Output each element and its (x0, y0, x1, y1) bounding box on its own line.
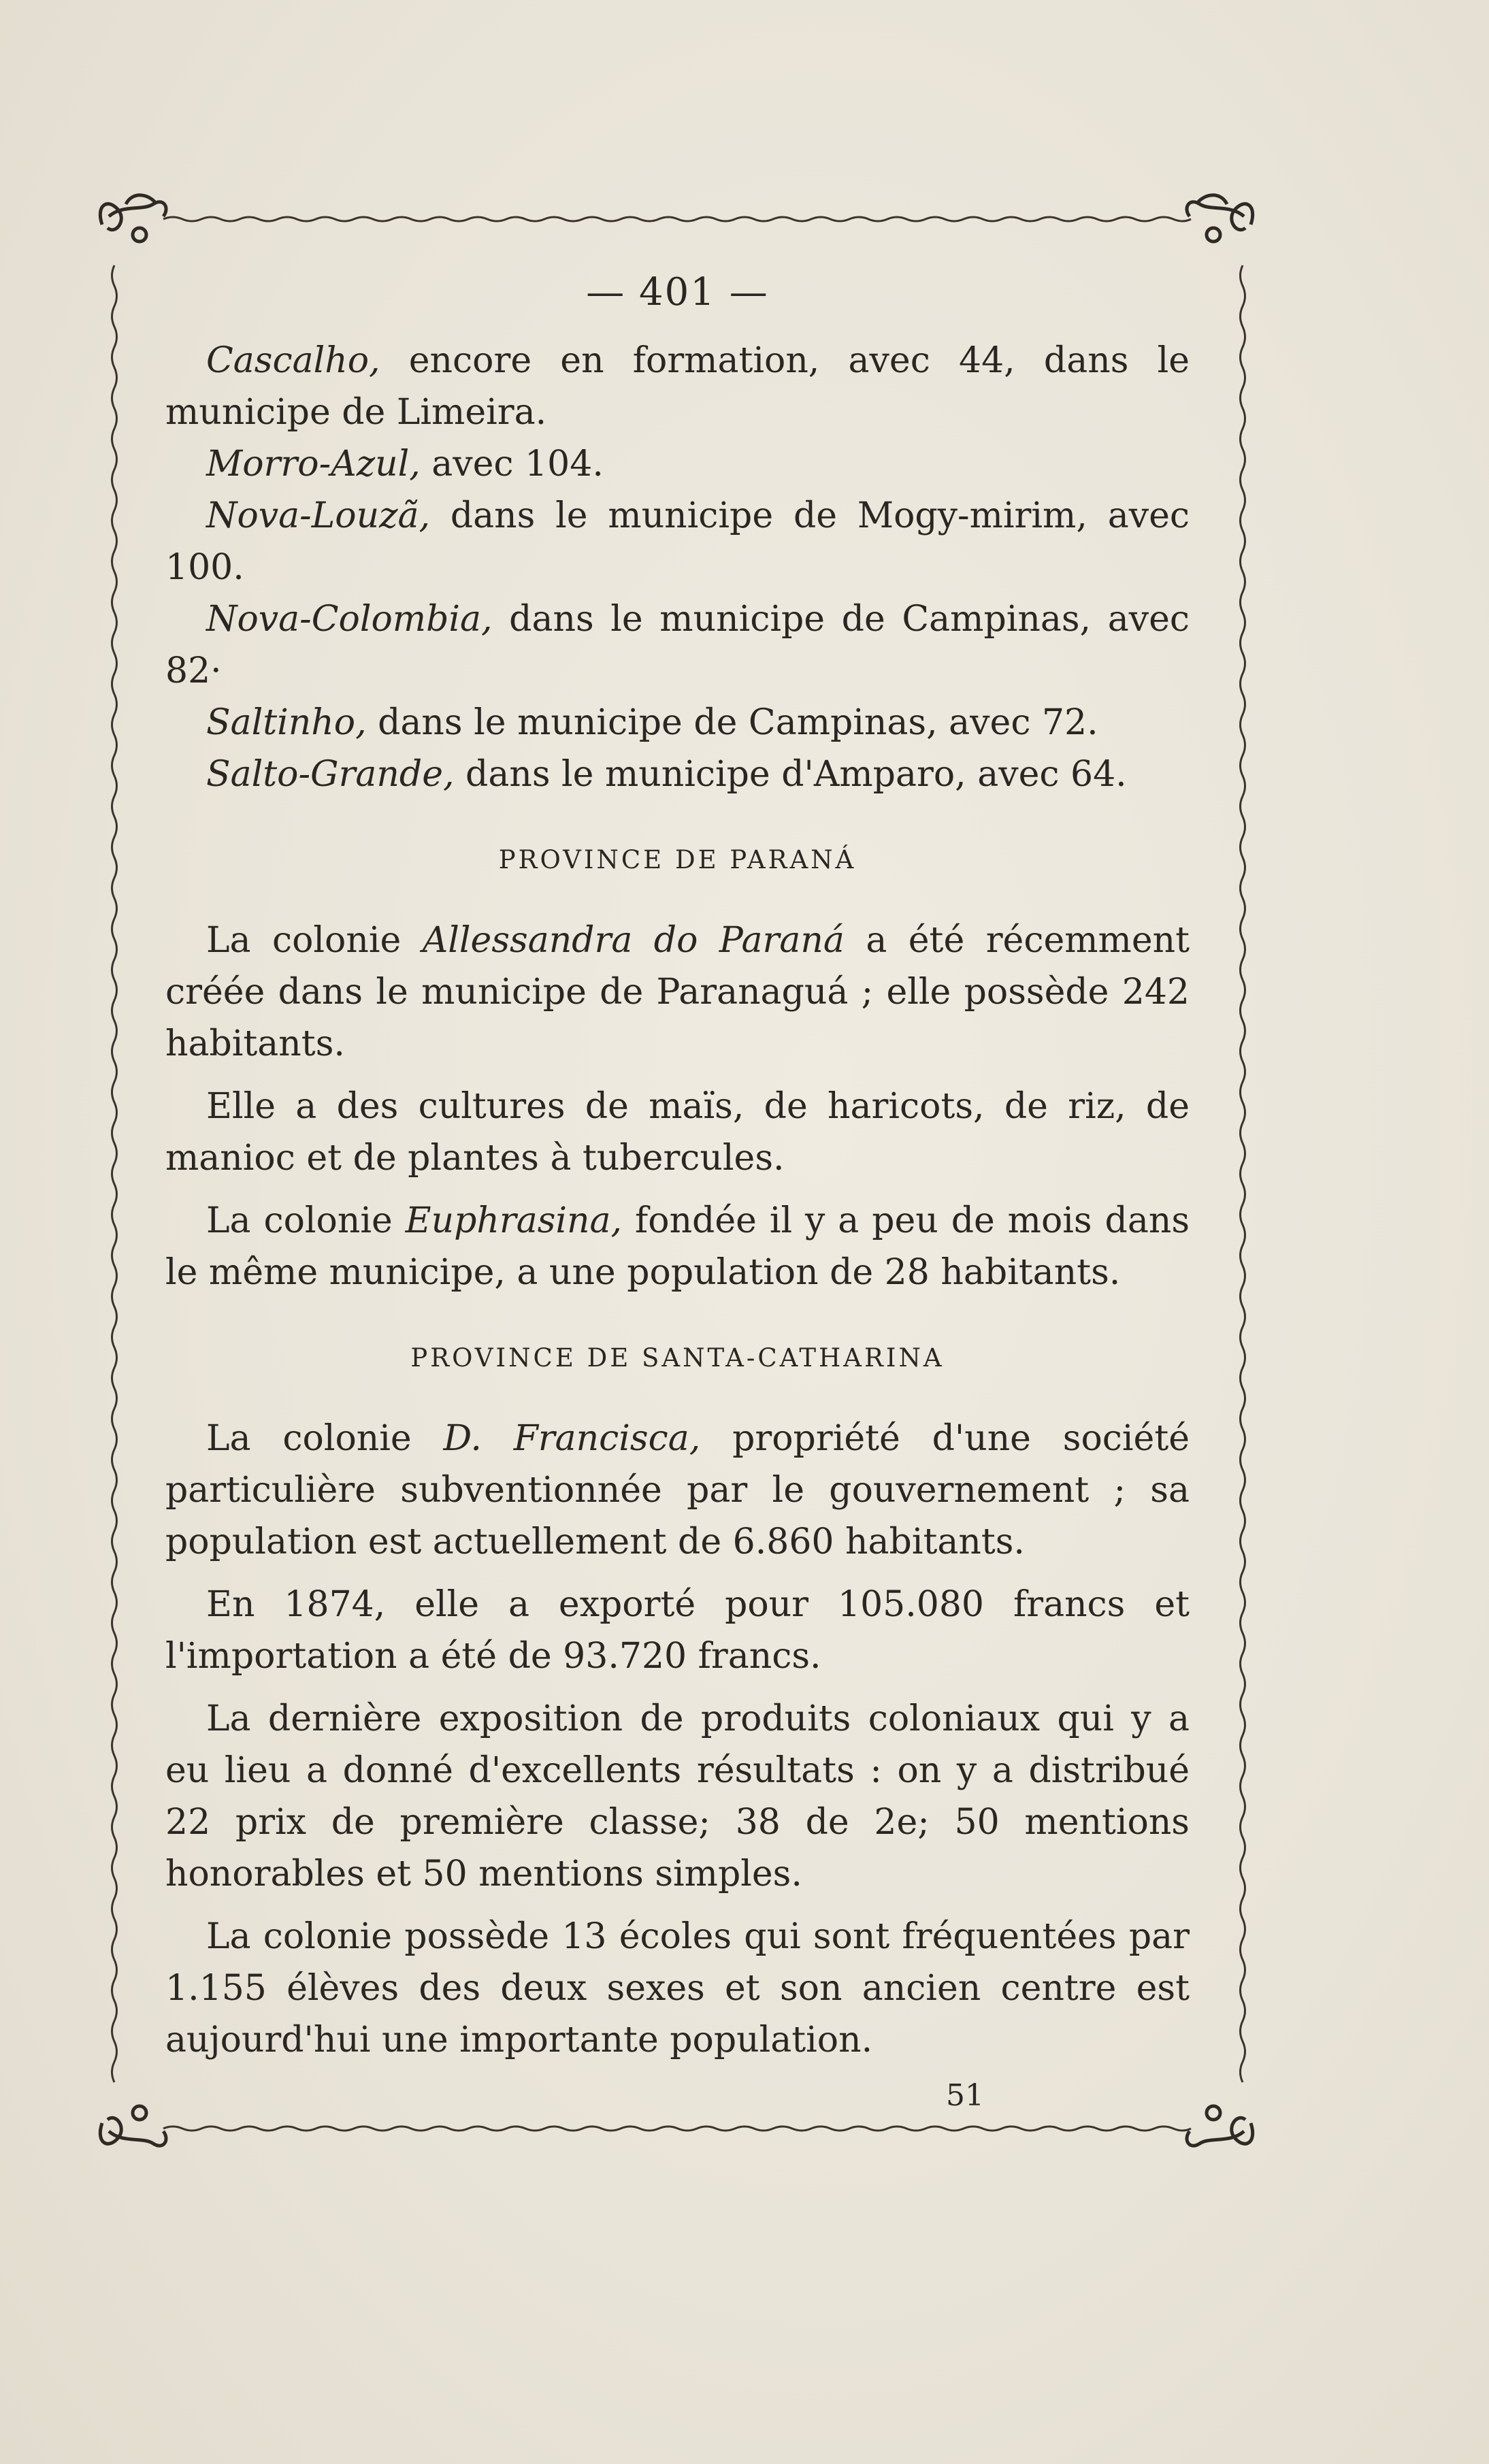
colony-detail: avec 104. (420, 444, 604, 484)
colony-name: Nova-Louzã, (206, 495, 431, 536)
colony-name: Allessandra do Paraná (422, 920, 845, 961)
paragraph (165, 1911, 1190, 2066)
paragraph (165, 1579, 1190, 1682)
colony-detail: encore en formation, avec 44, dans le municipe de Limeira. (165, 340, 1190, 433)
paragraph-text: a été récemment créée dans le municipe de Paranaguá ; elle possède 242 habitants. (165, 920, 1190, 1064)
border-right-wave (1241, 265, 1245, 2082)
paragraph (165, 1413, 1190, 1568)
page-number: — 401 — (586, 270, 769, 314)
colony-entry (165, 490, 1190, 593)
corner-ornament-bottom-left (100, 2106, 166, 2146)
colony-entry (165, 335, 1190, 438)
colony-name: Cascalho, (206, 340, 380, 381)
colony-name: Euphrasina, (405, 1200, 623, 1241)
colony-entry (165, 438, 1190, 490)
colony-entry (165, 697, 1190, 749)
colony-name: Saltinho, (206, 702, 367, 743)
colony-list (165, 335, 1190, 800)
paragraph (165, 1693, 1190, 1900)
paragraph (165, 1195, 1190, 1298)
colony-name: Nova-Colombia, (206, 599, 493, 640)
paragraph-text: La colonie (206, 1418, 444, 1459)
colony-name: D. Francisca, (443, 1418, 701, 1459)
corner-ornament-bottom-right (1187, 2106, 1253, 2146)
paragraph-text: En 1874, elle a exporté pour 105.080 francs et l'importation a été de 93.720 francs. (165, 1584, 1190, 1677)
paragraph-text: La colonie (206, 1200, 406, 1241)
paragraph-text: fondée il y a peu de mois dans le même municipe, a une population de 28 habitants. (165, 1200, 1190, 1293)
paragraph-text: Elle a des cultures de maïs, de haricots, de riz, de manioc et de plantes à tubercules. (165, 1086, 1190, 1179)
colony-name: Morro-Azul, (206, 444, 421, 484)
paragraph-text: La colonie (206, 920, 423, 961)
paragraph-text: La dernière exposition de produits coloniaux qui y a eu lieu a donné d'excellents résultats : on y a distribué 22 prix de première classe; 38 de 2e; 50 mentions honorables et 50 mentions simples. (165, 1698, 1190, 1894)
paragraph-text: La colonie possède 13 écoles qui sont fréquentées par 1.155 élèves des deux sexes et son ancien centre est aujourd'hui une importante population. (165, 1916, 1190, 2060)
colony-detail: dans le municipe de Campinas, avec 72. (366, 702, 1098, 743)
colony-detail: dans le municipe de Campinas, avec 82· (165, 599, 1190, 691)
corner-ornament-top-left (100, 195, 166, 242)
corner-ornament-top-right (1187, 195, 1253, 242)
colony-entry (165, 593, 1190, 697)
signature-mark: 51 (946, 2078, 984, 2113)
paragraph (165, 915, 1190, 1070)
border-top-wave (163, 217, 1191, 221)
colony-name: Salto-Grande, (206, 754, 455, 795)
province-sections (165, 840, 1190, 2066)
paragraph-text: propriété d'une société particulière subventionnée par le gouvernement ; sa population est actuellement de 6.860 habitants. (165, 1418, 1190, 1562)
border-left-wave (112, 265, 117, 2082)
paragraph (165, 1081, 1190, 1184)
colony-detail: dans le municipe d'Amparo, avec 64. (454, 754, 1127, 795)
page-content (165, 267, 1190, 2077)
colony-entry (165, 749, 1190, 800)
province-heading: PROVINCE DE SANTA-CATHARINA (410, 1343, 945, 1373)
border-bottom-wave (163, 2126, 1191, 2131)
province-heading: PROVINCE DE PARANÁ (498, 845, 857, 874)
colony-detail: dans le municipe de Mogy-mirim, avec 100. (165, 495, 1190, 588)
